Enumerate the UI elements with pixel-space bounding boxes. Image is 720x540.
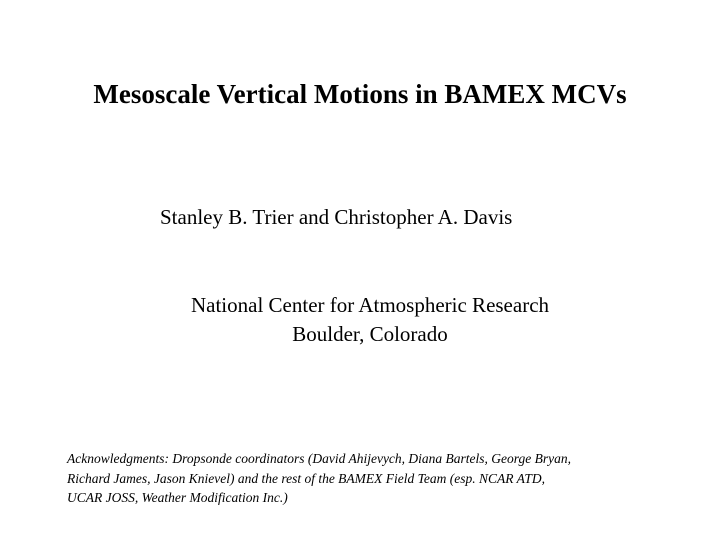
authors: Stanley B. Trier and Christopher A. Davis	[160, 205, 513, 229]
acknowledgments-line-3: UCAR JOSS, Weather Modification Inc.)	[67, 490, 288, 505]
slide-title: Mesoscale Vertical Motions in BAMEX MCVs	[93, 79, 627, 109]
acknowledgments	[67, 449, 677, 508]
acknowledgments-line-2: Richard James, Jason Knievel) and the rest of the BAMEX Field Team (esp. NCAR ATD,	[67, 470, 546, 486]
institution-name: National Center for Atmospheric Research	[190, 293, 550, 317]
institution-block	[160, 291, 580, 349]
institution-location: Boulder, Colorado	[292, 322, 448, 346]
acknowledgments-line-1: Acknowledgments: Dropsonde coordinators (David Ahijevych, Diana Bartels, George Bryan,	[67, 451, 572, 466]
